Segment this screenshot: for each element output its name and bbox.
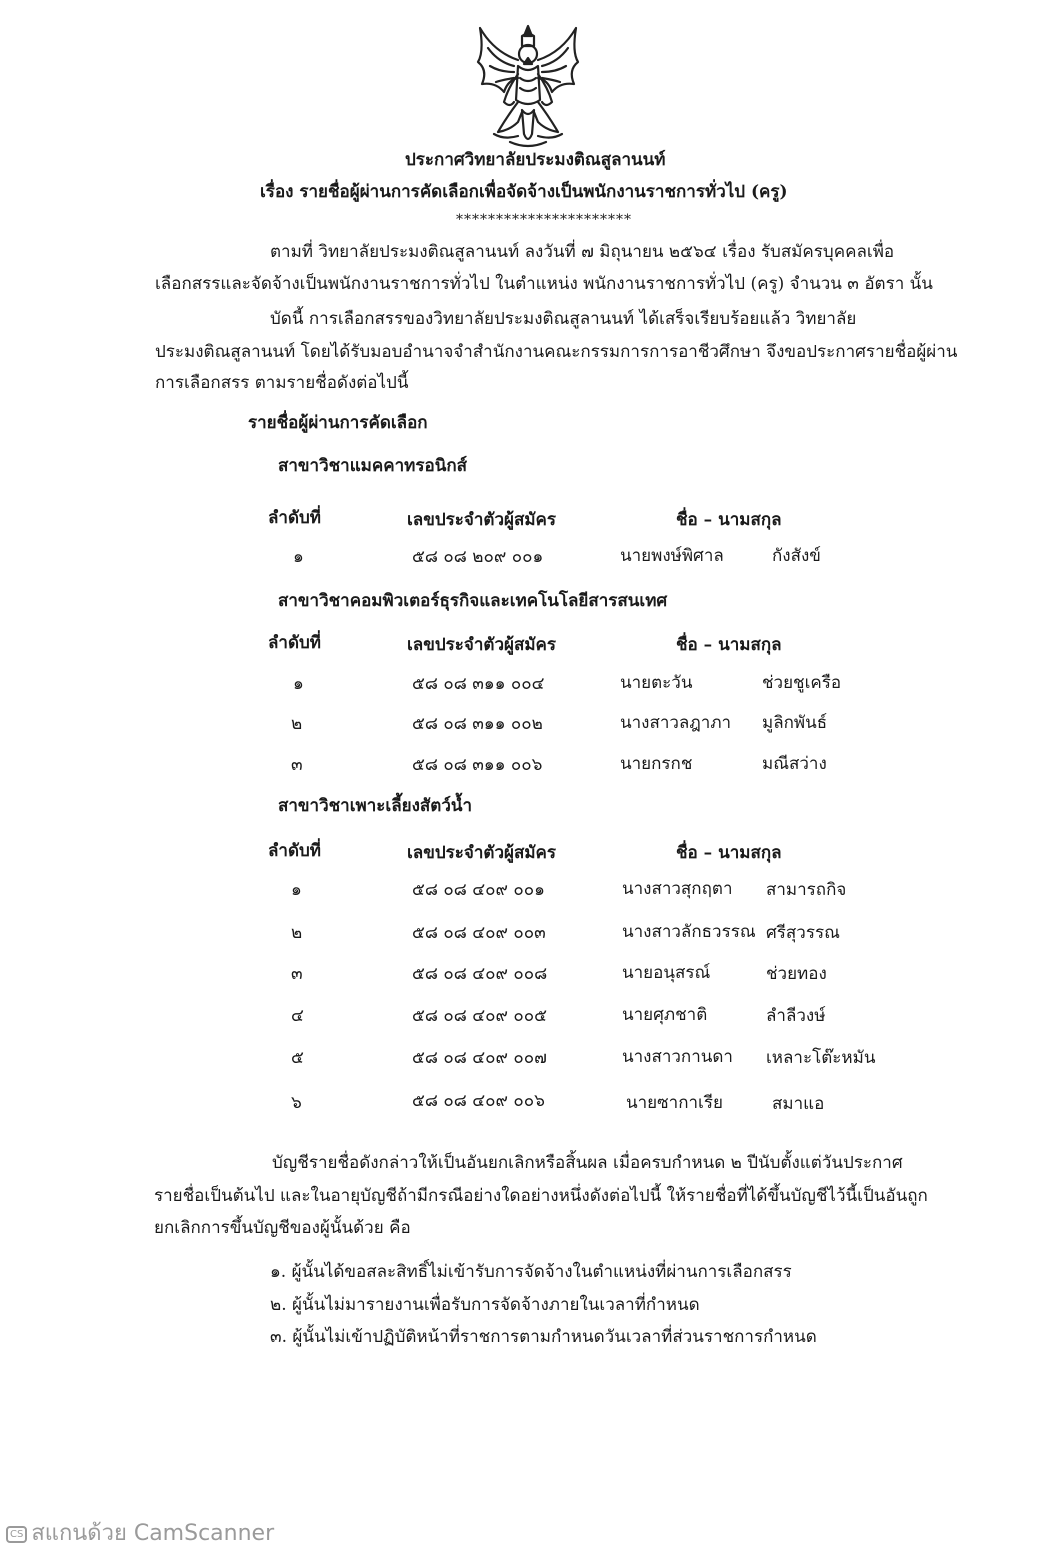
column-header-name: ชื่อ – นามสกุล [676,510,782,530]
row-applicant-id: ๕๘ ๐๘ ๔๐๙ ๐๐๕ [412,1006,547,1026]
garuda-emblem [474,22,582,150]
row-applicant-id: ๕๘ ๐๘ ๓๑๑ ๐๐๖ [412,755,543,775]
section-title: สาขาวิชาเพาะเลี้ยงสัตว์น้ำ [278,796,473,816]
row-first-name: นางสาวสุกฤตา [622,879,733,899]
row-last-name: ศรีสุวรรณ [766,923,840,943]
separator-stars: ********************** [456,212,632,228]
row-no: ๔ [291,1006,304,1026]
row-applicant-id: ๕๘ ๐๘ ๒๐๙ ๐๐๑ [412,547,544,567]
row-last-name: ลำลีวงษ์ [766,1006,826,1026]
row-no: ๒ [291,923,303,943]
row-applicant-id: ๕๘ ๐๘ ๔๐๙ ๐๐๑ [412,880,545,900]
row-last-name: กังสังข์ [772,546,821,566]
row-applicant-id: ๕๘ ๐๘ ๔๐๙ ๐๐๓ [412,923,546,943]
row-no: ๑ [291,880,302,900]
row-last-name: มูลิกพันธ์ [762,713,828,733]
row-no: ๖ [291,1093,302,1113]
column-header-no: ลำดับที่ [268,508,322,528]
row-first-name: นายกรกช [620,754,693,774]
row-applicant-id: ๕๘ ๐๘ ๓๑๑ ๐๐๒ [412,714,543,734]
intro-line-3: บัดนี้ การเลือกสรรของวิทยาลัยประมงติณสูลานนท์ ได้เสร็จเรียบร้อยแล้ว วิทยาลัย [270,309,857,329]
row-no: ๑ [293,547,304,567]
row-last-name: ช่วยทอง [766,964,827,984]
camscanner-logo-icon: CS [6,1526,27,1543]
section-title: สาขาวิชาคอมพิวเตอร์ธุรกิจและเทคโนโลยีสารสนเทศ [278,591,668,611]
column-header-id: เลขประจำตัวผู้สมัคร [407,843,557,863]
column-header-no: ลำดับที่ [268,841,322,861]
row-applicant-id: ๕๘ ๐๘ ๓๑๑ ๐๐๔ [412,674,545,694]
row-no: ๕ [291,1048,304,1068]
row-applicant-id: ๕๘ ๐๘ ๔๐๙ ๐๐๘ [412,964,548,984]
row-first-name: นายตะวัน [620,673,693,693]
row-first-name: นายอนุสรณ์ [622,963,711,983]
row-last-name: สมาแอ [772,1094,825,1114]
row-last-name: มณีสว่าง [762,754,827,774]
row-applicant-id: ๕๘ ๐๘ ๔๐๙ ๐๐๗ [412,1048,547,1068]
closing-line-2: รายชื่อเป็นต้นไป และในอายุบัญชีถ้ามีกรณีอย่างใดอย่างหนึ่งดังต่อไปนี้ ให้รายชื่อที่ได้ขึ้นบัญชีไว้นี้เป็นอันถูก [154,1186,928,1206]
intro-line-4: ประมงติณสูลานนท์ โดยได้รับมอบอำนาจจำสำนักงานคณะกรรมการการอาชีวศึกษา จึงขอประกาศรายชื่อผู้ผ่าน [155,342,958,362]
list-heading: รายชื่อผู้ผ่านการคัดเลือก [248,413,428,433]
row-last-name: สามารถกิจ [766,880,847,900]
row-first-name: นางสาวลฎาภา [620,713,732,733]
closing-line-3: ยกเลิกการขึ้นบัญชีของผู้นั้นด้วย คือ [154,1218,411,1238]
row-no: ๓ [291,964,303,984]
row-last-name: ช่วยชูเครือ [762,673,842,693]
column-header-no: ลำดับที่ [268,633,322,653]
column-header-name: ชื่อ – นามสกุล [676,635,782,655]
column-header-id: เลขประจำตัวผู้สมัคร [407,510,557,530]
condition-item: ๑. ผู้นั้นได้ขอสละสิทธิ์ไม่เข้ารับการจัดจ้างในตำแหน่งที่ผ่านการเลือกสรร [270,1262,792,1282]
intro-line-2: เลือกสรรและจัดจ้างเป็นพนักงานราชการทั่วไป ในตำแหน่ง พนักงานราชการทั่วไป (ครู) จำนวน ๓ อัตรา นั้น [155,274,933,294]
row-first-name: นางสาวลักธวรรณ [622,922,756,942]
condition-item: ๒. ผู้นั้นไม่มารายงานเพื่อรับการจัดจ้างภายในเวลาที่กำหนด [270,1295,700,1315]
row-no: ๒ [291,714,303,734]
column-header-id: เลขประจำตัวผู้สมัคร [407,635,557,655]
announcement-subject: เรื่อง รายชื่อผู้ผ่านการคัดเลือกเพื่อจัดจ้างเป็นพนักงานราชการทั่วไป (ครู) [260,182,788,202]
row-applicant-id: ๕๘ ๐๘ ๔๐๙ ๐๐๖ [412,1091,545,1111]
section-title: สาขาวิชาแมคคาทรอนิกส์ [278,456,468,476]
row-first-name: นายศุภชาติ [622,1005,708,1025]
intro-line-1: ตามที่ วิทยาลัยประมงติณสูลานนท์ ลงวันที่ ๗ มิถุนายน ๒๕๖๔ เรื่อง รับสมัครบุคคลเพื่อ [270,242,895,262]
row-last-name: เหลาะโต๊ะหมัน [766,1048,876,1068]
intro-line-5: การเลือกสรร ตามรายชื่อดังต่อไปนี้ [155,373,409,393]
row-first-name: นายซากาเรีย [626,1093,723,1113]
condition-item: ๓. ผู้นั้นไม่เข้าปฏิบัติหน้าที่ราชการตามกำหนดวันเวลาที่ส่วนราชการกำหนด [270,1327,817,1347]
closing-line-1: บัญชีรายชื่อดังกล่าวให้เป็นอันยกเลิกหรือสิ้นผล เมื่อครบกำหนด ๒ ปีนับตั้งแต่วันประกาศ [272,1153,903,1173]
row-no: ๓ [291,755,303,775]
announcement-title: ประกาศวิทยาลัยประมงติณสูลานนท์ [405,150,666,170]
scanner-watermark [6,1515,274,1550]
row-first-name: นายพงษ์พิศาล [620,546,724,566]
column-header-name: ชื่อ – นามสกุล [676,843,782,863]
row-first-name: นางสาวกานดา [622,1047,733,1067]
row-no: ๑ [293,674,304,694]
watermark-text: สแกนด้วย CamScanner [31,1521,275,1546]
